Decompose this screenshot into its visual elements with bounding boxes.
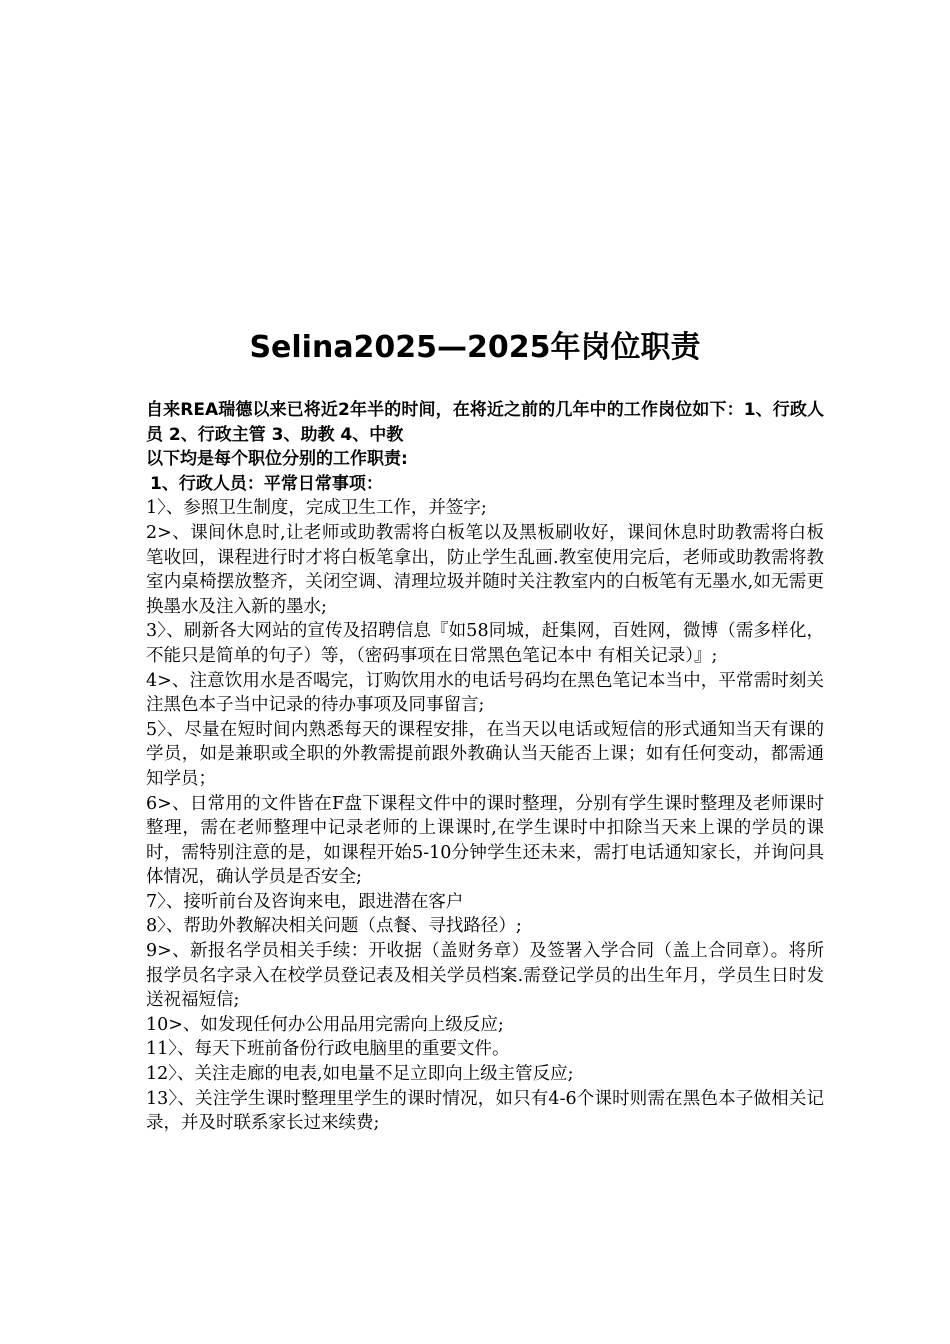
document-title: Selina2025—2025年岗位职责 <box>249 330 701 365</box>
intro-note: 以下均是每个职位分别的工作职责: <box>146 449 408 470</box>
duty-item-4: 4>、注意饮用水是否喝完，订购饮用水的电话号码均在黑色笔记本当中，平常需时刻关注黑色本子当中记录的待办事项及同事留言; <box>146 670 824 716</box>
duty-item-7: 7〉、接听前台及咨询来电，跟进潜在客户 <box>146 891 464 912</box>
duty-item-1: 1〉、参照卫生制度，完成卫生工作，并签字; <box>146 498 487 519</box>
duty-item-12: 12〉、关注走廊的电表,如电量不足立即向上级主管反应; <box>146 1064 574 1085</box>
duty-item-8: 8〉、帮助外教解决相关问题（点餐、寻找路径）; <box>146 916 522 937</box>
document-body <box>146 398 824 1136</box>
duty-item-6: 6>、日常用的文件皆在F盘下课程文件中的课时整理，分别有学生课时整理及老师课时整理，需在老师整理中记录老师的上课课时,在学生课时中扣除当天来上课的学员的课时，需特别注意的是，如课程开始5-10分钟学生还未来，需打电话通知家长，并询问具体情况，确认学员是否安全; <box>146 793 824 888</box>
duty-item-13: 13〉、关注学生课时整理里学生的课时情况，如只有4-6个课时则需在黑色本子做相关记录，并及时联系家长过来续费; <box>146 1088 824 1134</box>
duty-item-3: 3〉、刷新各大网站的宣传及招聘信息『如58同城，赶集网，百姓网，微博（需多样化，不能只是简单的句子）等，（密码事项在日常黑色笔记本中 有相关记录）』; <box>146 621 824 666</box>
duty-item-11: 11〉、每天下班前备份行政电脑里的重要文件。 <box>146 1039 510 1060</box>
duty-item-5: 5〉、尽量在短时间内熟悉每天的课程安排，在当天以电话或短信的形式通知当天有课的学员，如是兼职或全职的外教需提前跟外教确认当天能否上课；如有任何变动，都需通知学员； <box>146 719 824 789</box>
duty-item-9: 9>、新报名学员相关手续：开收据（盖财务章）及签署入学合同（盖上合同章）。将所报学员名字录入在校学员登记表及相关学员档案.需登记学员的出生年月，学员生日时发送祝福短信; <box>146 941 824 1011</box>
section-heading: 1、行政人员：平常日常事项： <box>150 473 383 494</box>
intro-paragraph: 自来REA瑞德以来已将近2年半的时间，在将近之前的几年中的工作岗位如下：1、行政人员 2、行政主管 3、助教 4、中教 <box>146 400 824 445</box>
duty-item-10: 10>、如发现任何办公用品用完需向上级反应; <box>146 1014 504 1035</box>
duty-item-2: 2>、课间休息时,让老师或助教需将白板笔以及黑板刷收好，课间休息时助教需将白板笔收回，课程进行时才将白板笔拿出，防止学生乱画.教室使用完后，老师或助教需将教室内桌椅摆放整齐，关闭空调、清理垃圾并随时关注教室内的白板笔有无墨水,如无需更换墨水及注入新的墨水; <box>146 522 824 617</box>
